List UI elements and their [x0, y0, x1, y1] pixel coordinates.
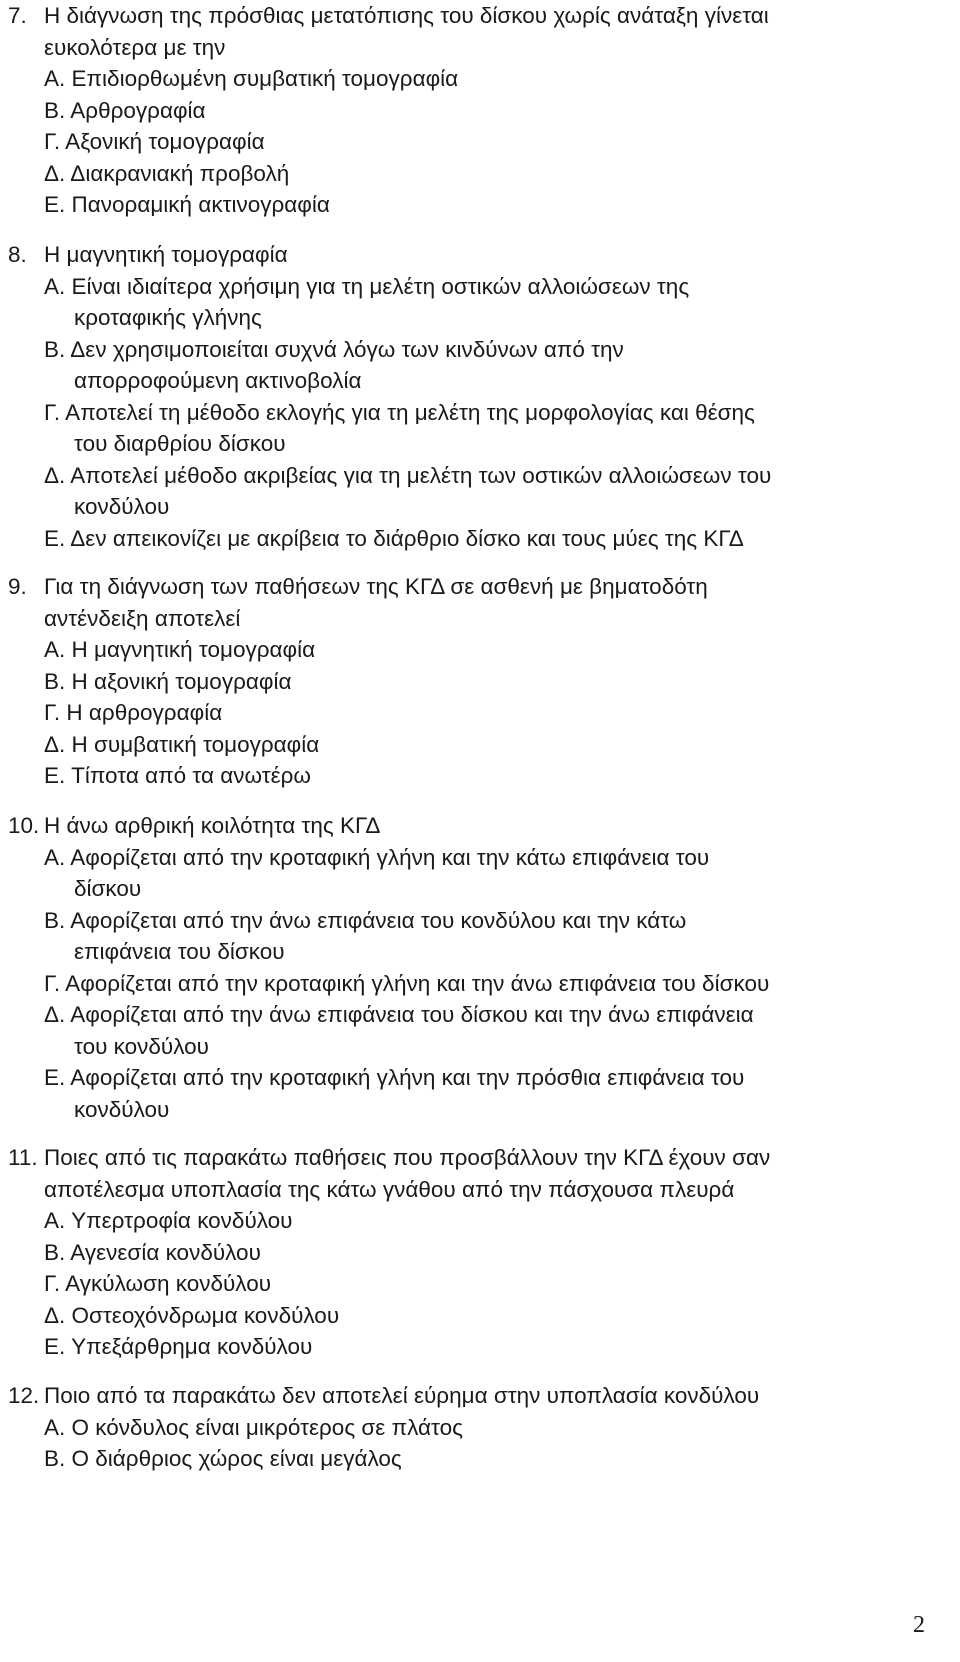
- question-12: [8, 1380, 938, 1475]
- option-e: Ε. Τίποτα από τα ανωτέρω: [44, 763, 311, 788]
- option-c: Γ. Αγκύλωση κονδύλου: [44, 1271, 272, 1296]
- question-line: Η άνω αρθρική κοιλότητα της ΚΓΔ: [44, 813, 381, 838]
- option-d: Δ. Οστεοχόνδρωμα κονδύλου: [44, 1302, 340, 1328]
- question-line: Ποιο από τα παρακάτω δεν αποτελεί εύρημα στην υποπλασία κονδύλου: [44, 1383, 760, 1408]
- option-e: Ε. Υπεξάρθρημα κονδύλου: [44, 1334, 313, 1359]
- question-10: [8, 810, 938, 1125]
- question-number: 11.: [8, 1145, 38, 1170]
- question-number: 12.: [8, 1383, 40, 1408]
- option-a: Α. Ο κόνδυλος είναι μικρότερος σε πλάτος: [44, 1414, 463, 1440]
- question-text: [8, 0, 938, 63]
- question-line: Η διάγνωση της πρόσθιας μετατόπισης του δίσκου χωρίς ανάταξη γίνεται: [44, 3, 769, 28]
- option-a: Α. Είναι ιδιαίτερα χρήσιμη για τη μελέτη οστικών αλλοιώσεων της: [44, 273, 690, 299]
- question-line: αποτέλεσμα υποπλασία της κάτω γνάθου από την πάσχουσα πλευρά: [44, 1176, 735, 1202]
- option-a: Α. Υπερτροφία κονδύλου: [44, 1208, 293, 1233]
- question-line: Για τη διάγνωση των παθήσεων της ΚΓΔ σε ασθενή με βηματοδότη: [44, 574, 708, 599]
- question-number: 10.: [8, 813, 40, 838]
- question-text: [8, 571, 938, 634]
- option-e: Ε. Πανοραμική ακτινογραφία: [44, 192, 330, 217]
- question-7: [8, 0, 938, 221]
- option-e: Ε. Αφορίζεται από την κροταφική γλήνη και την πρόσθια επιφάνεια του: [44, 1065, 745, 1090]
- question-line: ευκολότερα με την: [44, 34, 226, 60]
- option-c: Γ. Η αρθρογραφία: [44, 700, 223, 725]
- option-d: Δ. Αποτελεί μέθοδο ακριβείας για τη μελέτη των οστικών αλλοιώσεων του: [44, 462, 772, 488]
- option-d: Δ. Αφορίζεται από την άνω επιφάνεια του δίσκου και την άνω επιφάνεια: [44, 1002, 754, 1027]
- option-a: Α. Επιδιορθωμένη συμβατική τομογραφία: [44, 66, 459, 91]
- option-c: Γ. Αποτελεί τη μέθοδο εκλογής για τη μελέτη της μορφολογίας και θέσης: [44, 399, 755, 425]
- option-e: Ε. Δεν απεικονίζει με ακρίβεια το διάρθριο δίσκο και τους μύες της ΚΓΔ: [44, 525, 744, 551]
- option-a: Α. Η μαγνητική τομογραφία: [44, 637, 316, 662]
- option-d-continued: του κονδύλου: [74, 1033, 209, 1059]
- option-b: Β. Η αξονική τομογραφία: [44, 668, 292, 694]
- option-a-continued: κροταφικής γλήνης: [74, 305, 262, 330]
- option-b-continued: απορροφούμενη ακτινοβολία: [74, 368, 362, 393]
- option-b-continued: επιφάνεια του δίσκου: [74, 939, 285, 964]
- option-d: Δ. Διακρανιακή προβολή: [44, 160, 290, 186]
- question-number: 7.: [8, 3, 27, 28]
- question-line: αντένδειξη αποτελεί: [44, 605, 241, 631]
- option-e-continued: κονδύλου: [74, 1096, 170, 1122]
- option-b: Β. Ο διάρθριος χώρος είναι μεγάλος: [44, 1446, 402, 1471]
- option-d-continued: κονδύλου: [74, 494, 170, 519]
- option-b: Β. Αρθρογραφία: [44, 97, 206, 123]
- option-a-continued: δίσκου: [74, 876, 142, 901]
- page-number: 2: [913, 1612, 925, 1638]
- option-c-continued: του διαρθρίου δίσκου: [74, 431, 286, 456]
- question-9: [8, 571, 938, 792]
- option-c: Γ. Αξονική τομογραφία: [44, 129, 265, 154]
- question-number: 9.: [8, 574, 27, 599]
- question-11: [8, 1142, 938, 1363]
- question-number: 8.: [8, 242, 27, 267]
- option-b: Β. Αγενεσία κονδύλου: [44, 1239, 261, 1265]
- question-text: [8, 1142, 938, 1205]
- option-b: Β. Αφορίζεται από την άνω επιφάνεια του κονδύλου και την κάτω: [44, 907, 687, 933]
- question-line: Η μαγνητική τομογραφία: [44, 242, 288, 267]
- question-line: Ποιες από τις παρακάτω παθήσεις που προσβάλλουν την ΚΓΔ έχουν σαν: [44, 1145, 771, 1170]
- option-c: Γ. Αφορίζεται από την κροταφική γλήνη και την άνω επιφάνεια του δίσκου: [44, 970, 770, 996]
- option-d: Δ. Η συμβατική τομογραφία: [44, 731, 320, 757]
- option-a: Α. Αφορίζεται από την κροταφική γλήνη και την κάτω επιφάνεια του: [44, 844, 710, 870]
- option-b: Β. Δεν χρησιμοποιείται συχνά λόγω των κινδύνων από την: [44, 336, 624, 362]
- question-8: [8, 239, 938, 554]
